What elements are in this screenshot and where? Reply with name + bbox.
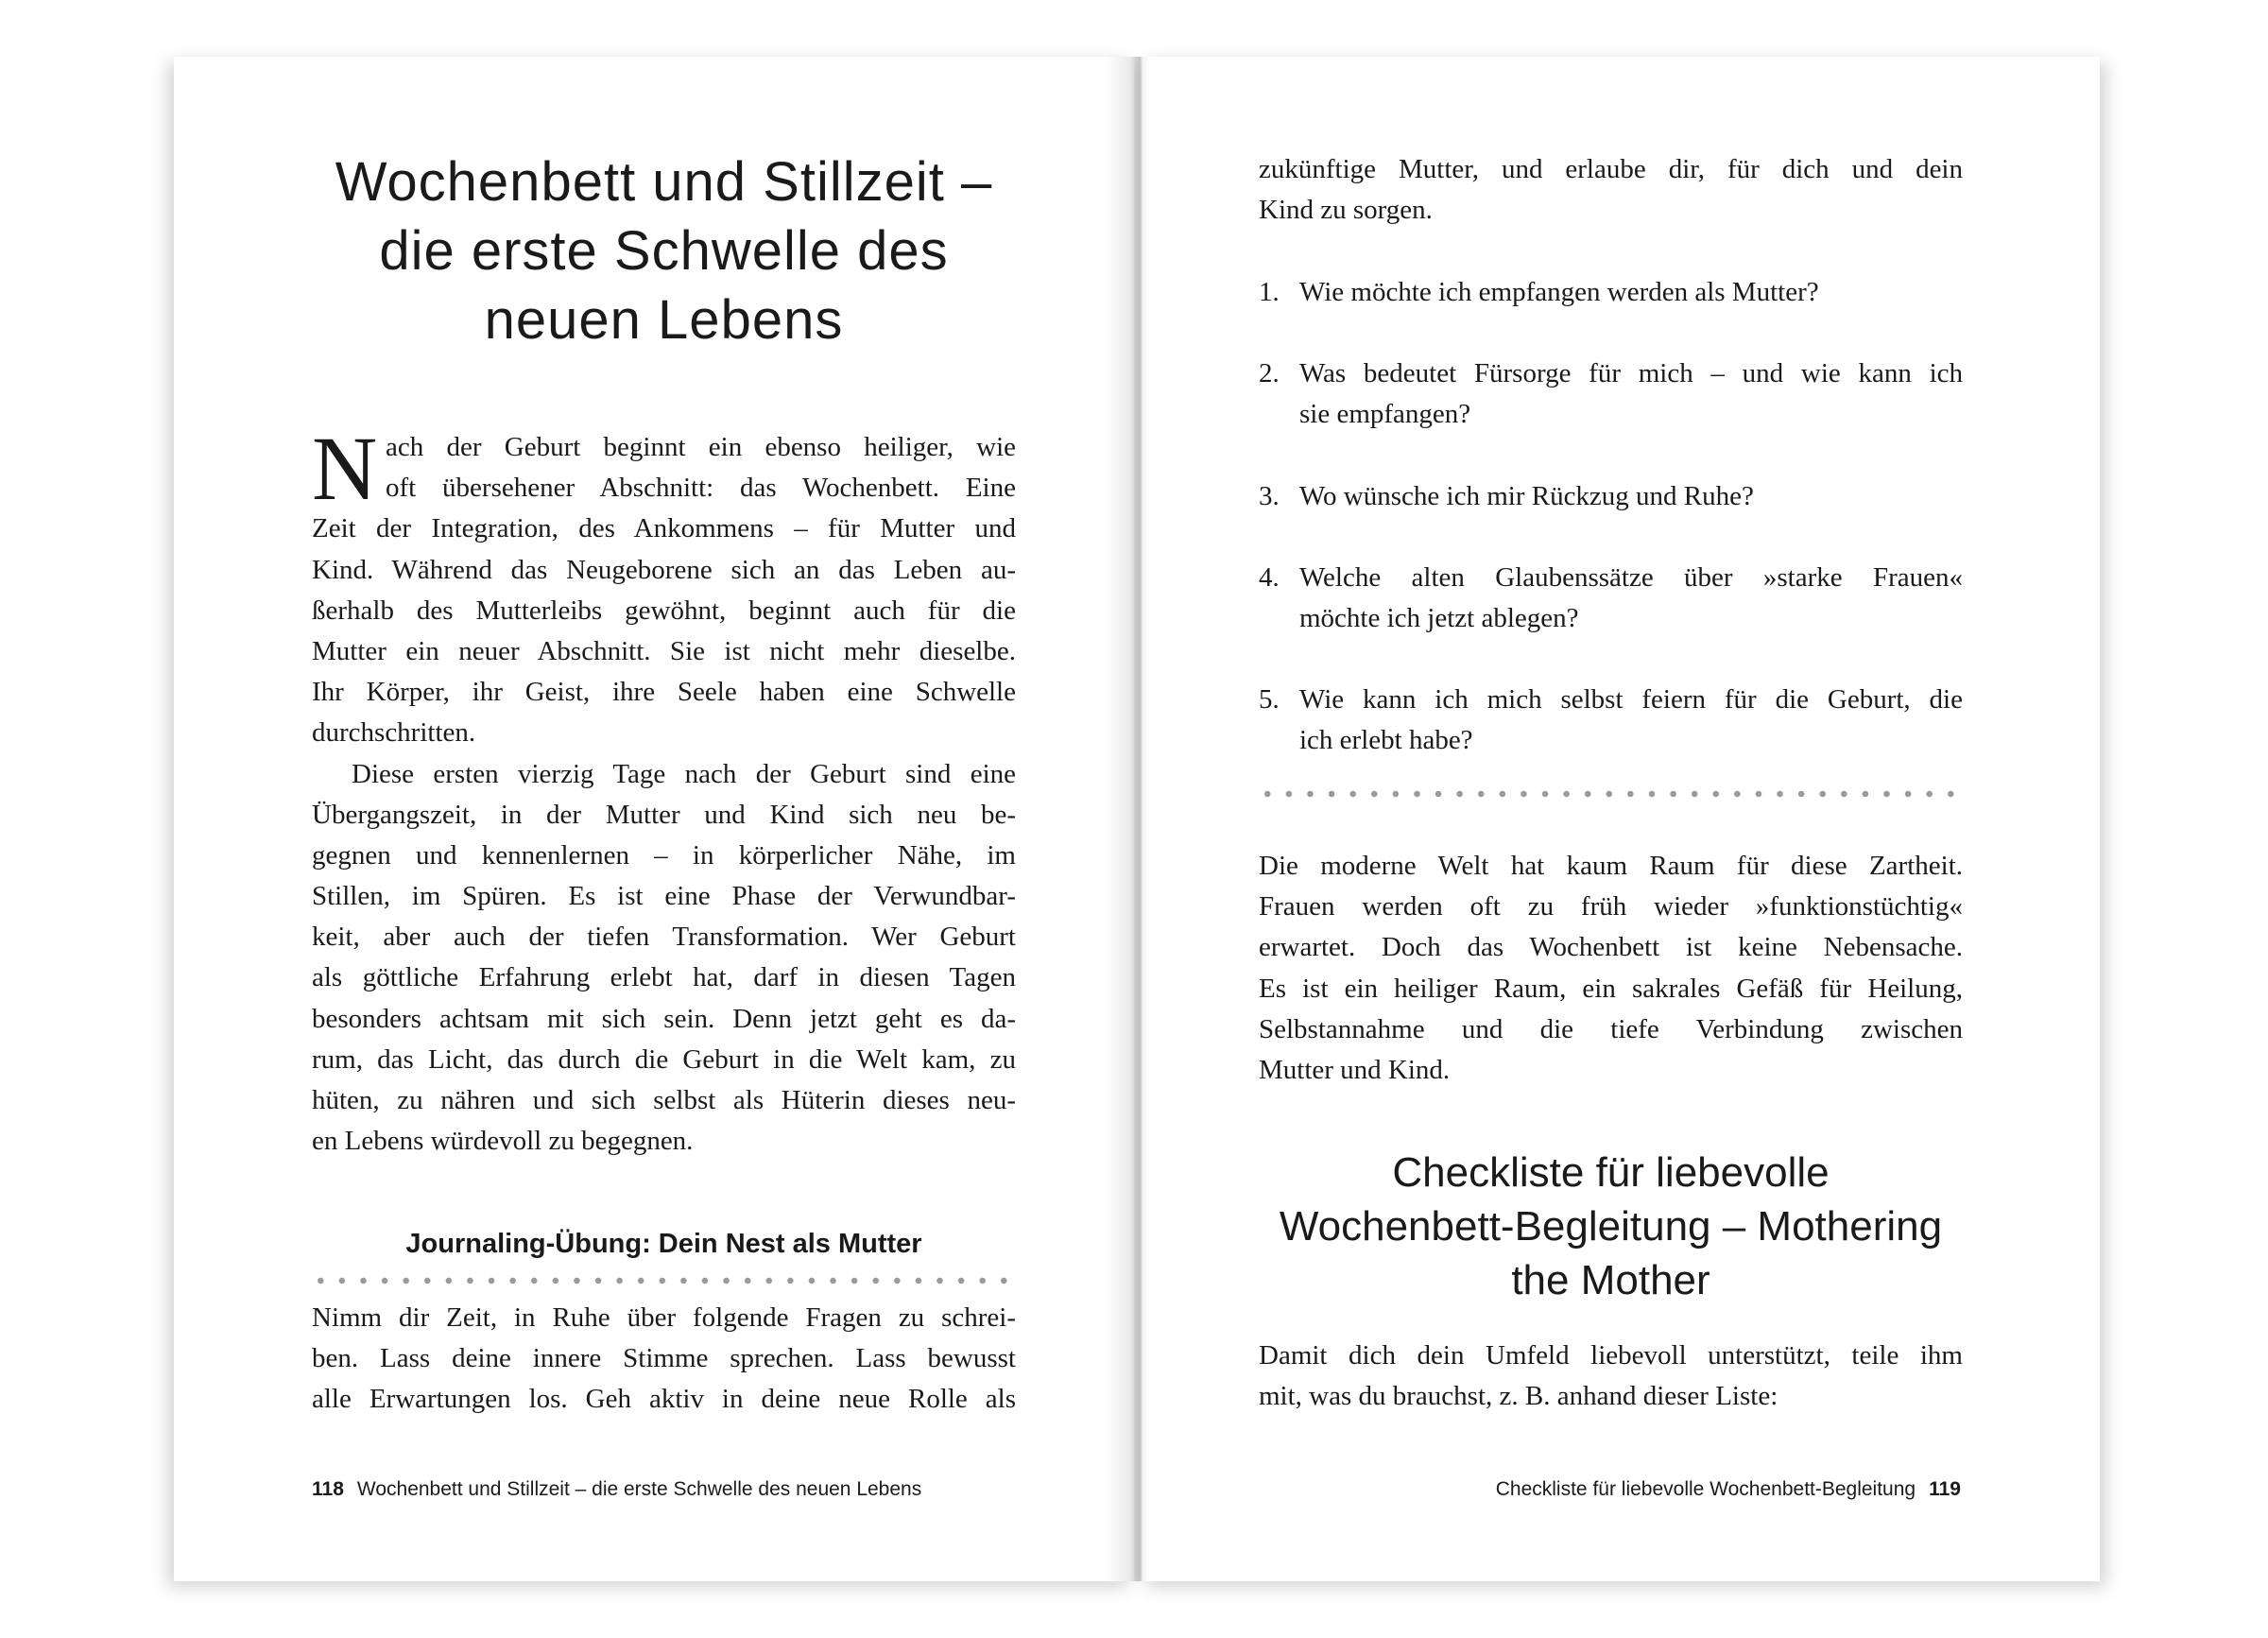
- text-line: Ihr Körper, ihr Geist, ihre Seele haben eine Schwelle: [312, 677, 1016, 708]
- paragraph-journaling: [312, 1298, 1016, 1421]
- checklist-heading: [1259, 1146, 1963, 1307]
- text-line: erwartet. Doch das Wochenbett ist keine Nebensache.: [1259, 932, 1963, 963]
- left-body: [312, 418, 1016, 1162]
- question-text: Wo wünsche ich mir Rückzug und Ruhe?: [1299, 480, 1754, 511]
- paragraph-intro: [312, 418, 1016, 754]
- question-number: 5.: [1259, 684, 1280, 716]
- title-line: die erste Schwelle des: [379, 220, 949, 282]
- running-head: Checkliste für liebevolle Wochenbett-Begleitung: [1495, 1478, 1916, 1500]
- heading-line: Checkliste für liebevolle: [1392, 1149, 1830, 1196]
- question-item: [1259, 272, 1963, 313]
- right-body-middle: [1259, 846, 1963, 1091]
- dotted-divider: [1257, 790, 1967, 798]
- paragraph-continued: [1259, 149, 1963, 231]
- text-line: Selbstannahme und die tiefe Verbindung zwischen: [1259, 1013, 1963, 1044]
- text-line: ben. Lass deine innere Stimme sprechen. Lass bewusst: [312, 1343, 1016, 1374]
- text-line: ßerhalb des Mutterleibs gewöhnt, beginnt auch für die: [312, 595, 1016, 626]
- text-line: Nimm dir Zeit, in Ruhe über folgende Fragen zu schrei-: [312, 1302, 1016, 1333]
- text-line: Kind. Während das Neugeborene sich an das Leben au-: [312, 554, 1016, 585]
- text-line: Mutter ein neuer Abschnitt. Sie ist nicht mehr dieselbe.: [312, 635, 1016, 666]
- text-line: zukünftige Mutter, und erlaube dir, für dich und dein: [1259, 154, 1963, 184]
- text-line: en Lebens würdevoll zu begegnen.: [312, 1126, 694, 1157]
- text-line: rum, das Licht, das durch die Geburt in die Welt kam, zu: [312, 1043, 1016, 1075]
- text-line: alle Erwartungen los. Geh aktiv in deine neue Rolle als: [312, 1384, 1016, 1415]
- question-number: 3.: [1259, 480, 1280, 511]
- text-line: keit, aber auch der tiefen Transformation. Wer Geburt: [312, 922, 1016, 953]
- text-line: Stillen, im Spüren. Es ist eine Phase der Verwundbar-: [312, 881, 1016, 912]
- left-footer: [312, 1478, 921, 1501]
- text-line: Mutter und Kind.: [1259, 1054, 1451, 1085]
- text-line: durchschritten.: [312, 717, 476, 749]
- text-line: Kind zu sorgen.: [1259, 195, 1433, 226]
- paragraph-modern-world: [1259, 846, 1963, 1091]
- question-number: 4.: [1259, 561, 1280, 593]
- question-text: Wie kann ich mich selbst feiern für die Geburt, die: [1299, 684, 1963, 716]
- text-line: oft übersehener Abschnitt: das Wochenbett. Eine: [386, 473, 1016, 504]
- text-line: besonders achtsam mit sich sein. Denn jetzt geht es da-: [312, 1003, 1016, 1034]
- page-number: 119: [1929, 1478, 1961, 1500]
- journaling-heading: Journaling-Übung: Dein Nest als Mutter: [405, 1229, 922, 1259]
- page-number: 118: [312, 1478, 344, 1500]
- text-line: als göttliche Erfahrung erlebt hat, darf in diesen Tagen: [312, 962, 1016, 993]
- book-spine-shadow: [1106, 57, 1149, 1581]
- text-line: Übergangszeit, in der Mutter und Kind sich neu be-: [312, 799, 1016, 830]
- right-footer: [1496, 1478, 1961, 1501]
- question-item: [1259, 353, 1963, 435]
- text-line: Frauen werden oft zu früh wieder »funktionstüchtig«: [1259, 891, 1963, 922]
- text-line: Es ist ein heiliger Raum, ein sakrales Gefäß für Heilung,: [1259, 973, 1963, 1004]
- question-text: sie empfangen?: [1299, 399, 1471, 430]
- question-text: ich erlebt habe?: [1299, 725, 1473, 756]
- question-text: Wie möchte ich empfangen werden als Mutter?: [1299, 277, 1819, 307]
- heading-line: Wochenbett-Begleitung – Mothering: [1279, 1203, 1943, 1250]
- question-item: [1259, 558, 1963, 639]
- text-line: Diese ersten vierzig Tage nach der Geburt sind eine: [352, 758, 1016, 789]
- title-line: neuen Lebens: [484, 289, 844, 351]
- text-line: Zeit der Integration, des Ankommens – für Mutter und: [312, 513, 1016, 544]
- question-number: 1.: [1259, 277, 1280, 307]
- question-text: Was bedeutet Fürsorge für mich – und wie kann ich: [1299, 358, 1963, 389]
- right-body-bottom: [1259, 1336, 1963, 1417]
- dotted-divider: [310, 1277, 1021, 1285]
- heading-line: the Mother: [1511, 1257, 1710, 1303]
- text-line: ach der Geburt beginnt ein ebenso heiliger, wie: [386, 432, 1016, 462]
- text-line: mit, was du brauchst, z. B. anhand dieser Liste:: [1259, 1381, 1778, 1412]
- text-line: hüten, zu nähren und sich selbst als Hüterin dieses neu-: [312, 1085, 1016, 1115]
- question-text: möchte ich jetzt ablegen?: [1299, 602, 1579, 633]
- question-list: [1259, 272, 1963, 802]
- chapter-title: [312, 147, 1016, 354]
- text-line: Die moderne Welt hat kaum Raum für diese Zartheit.: [1259, 851, 1963, 881]
- question-item: [1259, 476, 1963, 517]
- question-item: [1259, 680, 1963, 761]
- text-line: gegnen und kennenlernen – in körperlicher Nähe, im: [312, 839, 1016, 871]
- question-text: Welche alten Glaubenssätze über »starke Frauen«: [1299, 561, 1963, 593]
- text-line: Damit dich dein Umfeld liebevoll unterstützt, teile ihm: [1259, 1340, 1963, 1371]
- paragraph-checklist-intro: [1259, 1336, 1963, 1417]
- running-head: Wochenbett und Stillzeit – die erste Schwelle des neuen Lebens: [356, 1478, 922, 1500]
- drop-cap: N: [312, 418, 378, 519]
- title-line: Wochenbett und Stillzeit –: [335, 151, 993, 213]
- question-number: 2.: [1259, 358, 1280, 389]
- paragraph-forty-days: [312, 754, 1016, 1163]
- right-body-top: [1259, 149, 1963, 231]
- journaling-intro: [312, 1298, 1016, 1421]
